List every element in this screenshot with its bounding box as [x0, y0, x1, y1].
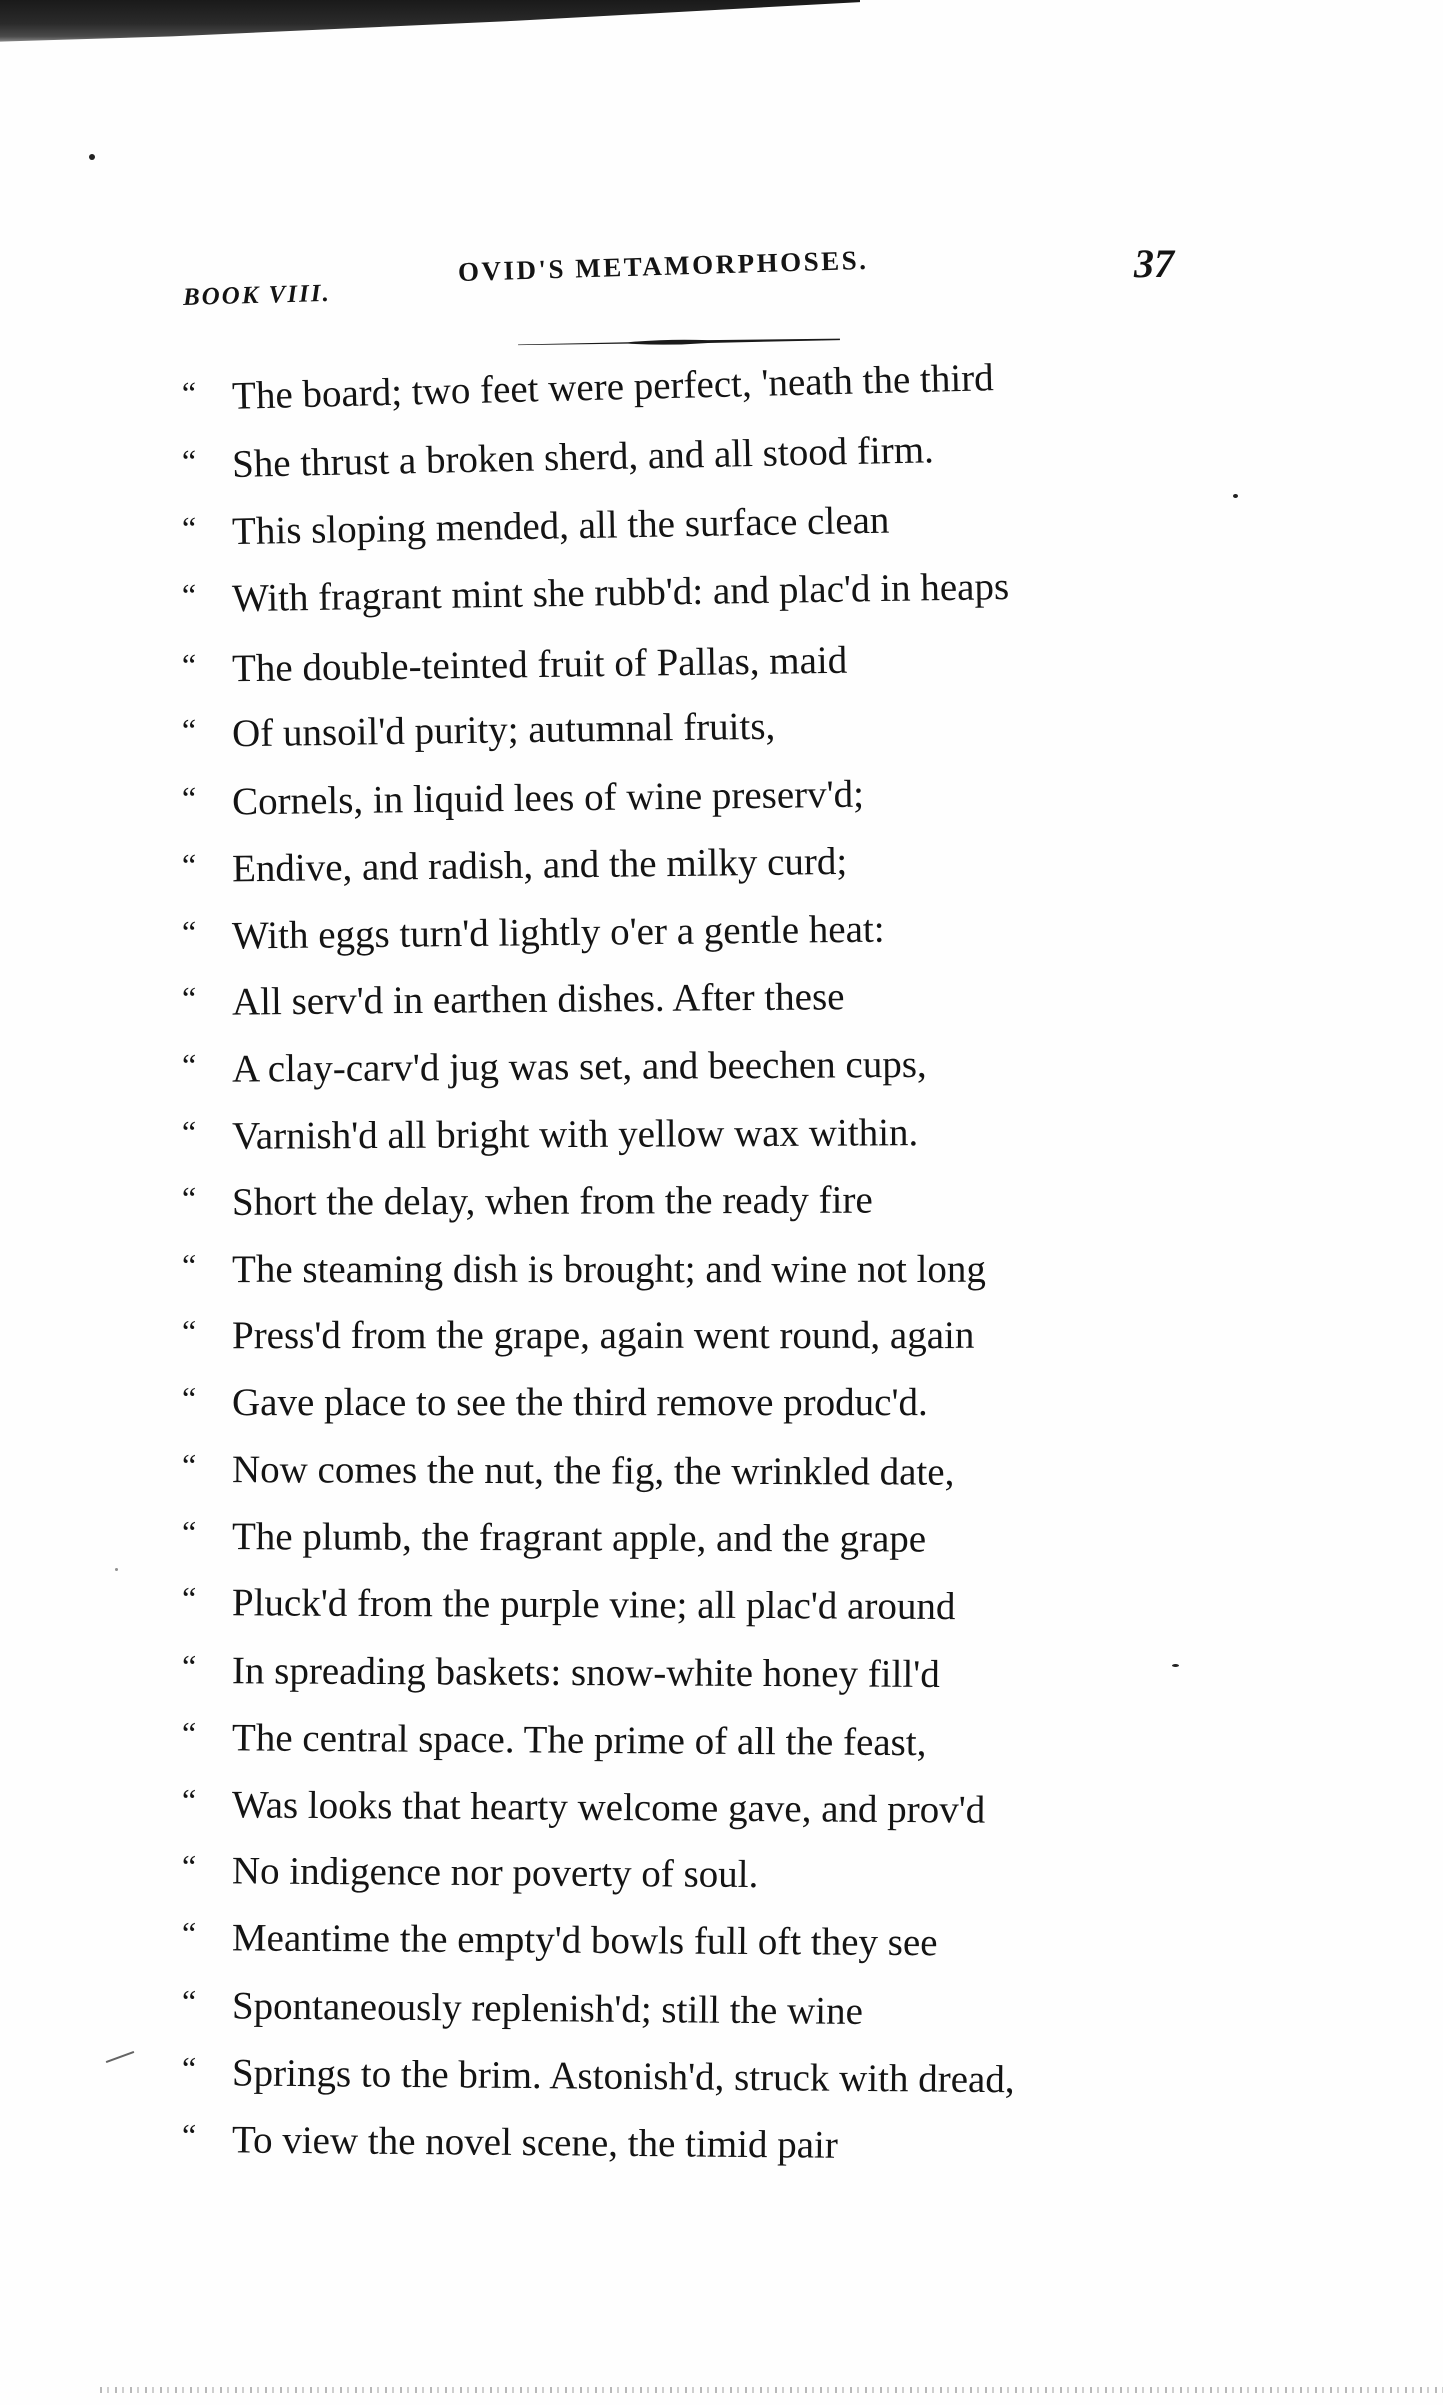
opening-quote-mark: “	[181, 1648, 197, 1685]
verse-line-text: All serv'd in earthen dishes. After these	[231, 975, 845, 1024]
opening-quote-mark: “	[181, 1179, 197, 1216]
opening-quote-mark: “	[181, 913, 197, 950]
opening-quote-mark: “	[181, 2117, 197, 2154]
verse-line	[181, 348, 994, 418]
verse-line-text: Cornels, in liquid lees of wine preserv'd;	[231, 772, 865, 824]
opening-quote-mark: “	[181, 1447, 197, 1484]
verse-line-text: Springs to the brim. Astonish'd, struck with dread,	[231, 2051, 1015, 2102]
opening-quote-mark: “	[181, 979, 197, 1016]
verse-line-text: Press'd from the grape, again went round, again	[232, 1314, 975, 1357]
verse-line-text: No indigence nor poverty of soul.	[231, 1849, 759, 1897]
opening-quote-mark: “	[181, 711, 197, 748]
opening-quote-mark: “	[182, 1380, 197, 1416]
verse-line-text: Now comes the nut, the fig, the wrinkled date,	[231, 1448, 955, 1494]
verse-line	[182, 1841, 759, 1895]
opening-quote-mark: “	[181, 1915, 197, 1952]
verse-line-text: Meantime the empty'd bowls full oft they see	[231, 1916, 938, 1965]
verse-line-text: This sloping mended, all the surface clean	[231, 498, 890, 554]
page-number: 37	[1134, 241, 1174, 286]
opening-quote-mark: “	[181, 1715, 197, 1752]
verse-line-text: To view the novel scene, the timid pair	[231, 2118, 839, 2167]
opening-quote-mark: “	[181, 1580, 197, 1617]
book-number: BOOK VIII.	[182, 279, 332, 311]
verse-line	[182, 1775, 986, 1831]
opening-quote-mark: “	[181, 374, 197, 411]
verse-line-text: Of unsoil'd purity; autumnal fruits,	[231, 704, 776, 756]
verse-line	[182, 631, 848, 690]
verse-line	[182, 765, 865, 823]
opening-quote-mark: “	[181, 2050, 197, 2087]
verse-line-text: Gave place to see the third remove produc'd.	[232, 1381, 928, 1424]
verse-line	[182, 1171, 873, 1223]
verse-line-text: The central space. The prime of all the feast,	[231, 1716, 927, 1765]
opening-quote-mark: “	[181, 1046, 197, 1083]
opening-quote-mark: “	[181, 442, 197, 479]
ink-speck	[1233, 494, 1238, 498]
verse-line-text: Short the delay, when from the ready fire	[231, 1178, 873, 1224]
opening-quote-mark: “	[181, 509, 197, 546]
verse-line-text: A clay-carv'd jug was set, and beechen cups,	[231, 1042, 927, 1091]
opening-quote-mark: “	[181, 576, 197, 613]
verse-line	[182, 1708, 927, 1763]
verse-line	[182, 1641, 940, 1695]
opening-quote-mark: “	[181, 646, 197, 683]
verse-line	[182, 2110, 838, 2166]
verse-line	[182, 1440, 955, 1493]
ink-speck	[1172, 1664, 1179, 1667]
opening-quote-mark: “	[181, 1113, 197, 1150]
verse-line-text: Spontaneously replenish'd; still the wine	[231, 1984, 864, 2033]
verse-line	[182, 1035, 927, 1090]
verse-line-text: She thrust a broken sherd, and all stood firm.	[231, 428, 935, 486]
running-title: OVID'S METAMORPHOSES.	[457, 244, 869, 287]
scan-bottom-edge	[100, 2387, 1443, 2393]
opening-quote-mark: “	[181, 779, 197, 816]
verse-line-text: With eggs turn'd lightly o'er a gentle heat:	[231, 907, 885, 958]
verse-line	[182, 697, 776, 755]
verse-line-text: With fragrant mint she rubb'd: and plac'd in heaps	[231, 565, 1010, 621]
verse-line-text: The double-teinted fruit of Pallas, maid	[231, 638, 848, 691]
verse-line	[182, 1240, 986, 1290]
verse-line-text: Endive, and radish, and the milky curd;	[231, 839, 848, 891]
verse-line	[182, 491, 890, 553]
opening-quote-mark: “	[182, 1313, 197, 1349]
verse-line	[182, 967, 845, 1023]
verse-line	[182, 1573, 956, 1627]
verse-line-text: Varnish'd all bright with yellow wax within.	[231, 1111, 919, 1158]
verse-line-text: In spreading baskets: snow-white honey fill'd	[231, 1649, 940, 1696]
opening-quote-mark: “	[181, 1983, 197, 2020]
verse-line	[182, 832, 848, 890]
verse-line-text: Pluck'd from the purple vine; all plac'd around	[231, 1581, 956, 1629]
verse-line-text: The board; two feet were perfect, 'neath the third	[231, 356, 995, 418]
opening-quote-mark: “	[181, 1514, 197, 1551]
verse-line	[182, 1507, 926, 1560]
ink-speck	[115, 1568, 118, 1571]
verse-line	[182, 900, 885, 957]
opening-quote-mark: “	[181, 846, 197, 883]
verse-line-text: Was looks that hearty welcome gave, and prov'd	[231, 1783, 986, 1832]
verse-line	[182, 1976, 863, 2032]
verse-line	[182, 2043, 1015, 2100]
verse-line	[182, 557, 1010, 620]
verse-line	[182, 1103, 918, 1157]
opening-quote-mark: “	[182, 1247, 197, 1283]
verse-line	[182, 1908, 938, 1963]
verse-line-text: The steaming dish is brought; and wine not long	[232, 1248, 986, 1291]
verse-line-text: The plumb, the fragrant apple, and the grape	[231, 1515, 927, 1561]
verse-line	[182, 1373, 928, 1423]
verse-line	[181, 420, 934, 486]
ink-speck	[89, 154, 95, 160]
opening-quote-mark: “	[181, 1848, 197, 1885]
opening-quote-mark: “	[181, 1782, 197, 1819]
verse-line	[182, 1306, 974, 1356]
